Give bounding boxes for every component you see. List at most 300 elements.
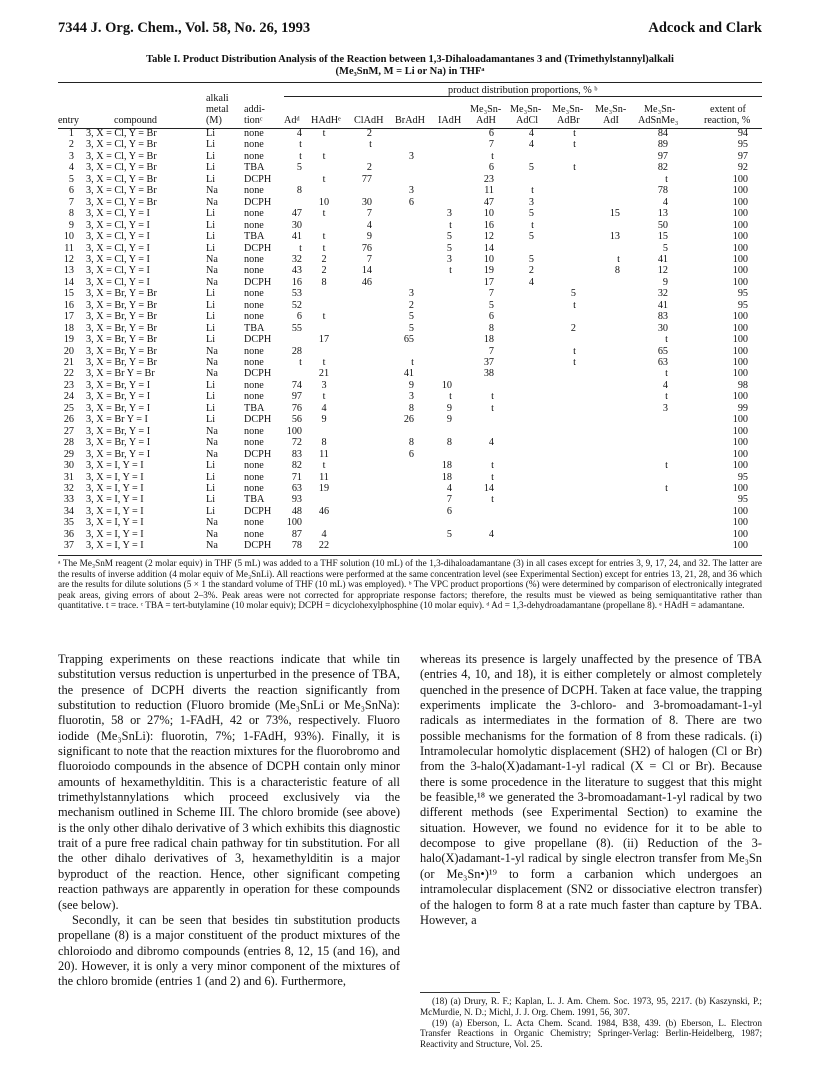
cell-bradh: 65 [403, 334, 414, 346]
cell-entry: 31 [63, 471, 74, 483]
table-bottom-rule [58, 555, 762, 556]
cell-metal: Na [206, 448, 218, 460]
cell-compound: 3, X = Cl, Y = Br [86, 128, 157, 139]
cell-compound: 3, X = Br, Y = I [86, 425, 151, 437]
cell-ad: 87 [291, 528, 302, 540]
cell-addition: none [244, 357, 264, 368]
table-row [58, 277, 762, 288]
cell-entry: 21 [63, 357, 74, 368]
cell-iadh: 5 [446, 528, 452, 540]
reference-18: (18) (a) Drury, R. F.; Kaplan, L. J. Am. Chem. Soc. 1973, 95, 2217. (b) Kaszynski, P.; McMurdie, N. D.; Michl, J. J. Org. Chem. 1991, 56, 307. [420, 996, 762, 1017]
cell-extent: 94 [737, 128, 748, 139]
table-row [58, 472, 762, 483]
cell-compound: 3, X = Br Y = I [86, 414, 148, 426]
table-caption-line-1: Table I. Product Distribution Analysis of the Reaction between 1,3-Dihaloadamantanes 3 and (Trimethylstannyl)alkali [146, 54, 674, 65]
cell-ad: t [299, 139, 302, 151]
cell-entry: 30 [63, 460, 74, 472]
cell-metal: Na [206, 517, 218, 529]
cell-metal: Li [206, 391, 216, 403]
cell-extent: 100 [732, 528, 748, 540]
cell-sn-adh: 6 [488, 162, 494, 174]
cell-hadh: 9 [321, 414, 327, 426]
cell-bradh: 3 [408, 185, 414, 197]
cell-sn-adh: 38 [483, 368, 494, 380]
table-row [58, 517, 762, 528]
cell-sn-adcl: t [531, 219, 534, 231]
cell-cladh: 7 [366, 253, 372, 265]
cell-addition: none [244, 128, 264, 139]
cell-entry: 20 [63, 345, 74, 357]
cell-entry: 4 [68, 162, 74, 174]
references [420, 996, 762, 1050]
cell-metal: Li [206, 471, 216, 483]
cell-metal: Na [206, 425, 218, 437]
running-header-authors: Adcock and Clark [648, 20, 762, 36]
cell-hadh: 8 [321, 276, 327, 288]
cell-extent: 100 [732, 242, 748, 254]
table-row [58, 323, 762, 334]
cell-ad: 97 [291, 391, 302, 403]
cell-entry: 11 [64, 242, 74, 254]
cell-extent: 100 [732, 505, 748, 517]
cell-addition: DCPH [244, 196, 272, 208]
cell-compound: 3, X = Cl, Y = I [86, 208, 150, 220]
cell-addition: none [244, 185, 264, 197]
cell-addition: DCPH [244, 505, 272, 517]
cell-addition: DCPH [244, 368, 272, 380]
cell-ad: 8 [296, 185, 302, 197]
cell-extent: 100 [732, 322, 748, 334]
cell-metal: Li [206, 482, 216, 494]
cell-sn-adi: 8 [614, 265, 620, 277]
cell-extent: 95 [737, 471, 748, 483]
cell-sn-adh: 12 [483, 231, 494, 243]
cell-sn-adcl: 5 [528, 231, 534, 243]
cell-hadh: 2 [321, 265, 327, 277]
cell-ad: 28 [291, 345, 302, 357]
cell-entry: 14 [63, 276, 74, 288]
cell-bradh: 6 [408, 196, 414, 208]
cell-ad: 72 [291, 437, 302, 449]
cell-sn-adsn: 12 [657, 265, 668, 277]
cell-sn-adbr: t [573, 128, 576, 139]
references-rule [420, 992, 500, 993]
cell-addition: DCPH [244, 334, 272, 346]
cell-extent: 100 [732, 208, 748, 220]
cell-addition: none [244, 299, 264, 311]
cell-bradh: 8 [408, 437, 414, 449]
cell-entry: 26 [63, 414, 74, 426]
cell-compound: 3, X = Br, Y = I [86, 379, 151, 391]
cell-extent: 100 [732, 185, 748, 197]
table-row [58, 529, 762, 540]
cell-ad: t [299, 242, 302, 254]
cell-iadh: 5 [446, 231, 452, 243]
cell-sn-adh: 7 [488, 345, 494, 357]
cell-bradh: 3 [408, 391, 414, 403]
cell-metal: Na [206, 265, 218, 277]
cell-hadh: 4 [321, 528, 327, 540]
cell-extent: 100 [732, 253, 748, 265]
cell-iadh: 4 [446, 482, 452, 494]
cell-metal: Li [206, 231, 216, 243]
cell-sn-adh: 19 [483, 265, 494, 277]
table-row [58, 483, 762, 494]
col-sn-adcl-2: AdCl [516, 115, 539, 126]
cell-compound: 3, X = Br, Y = Br [86, 299, 157, 311]
cell-sn-adh: 37 [483, 357, 494, 368]
cell-compound: 3, X = I, Y = I [86, 528, 144, 540]
cell-sn-adsn: t [665, 460, 668, 472]
table-row [58, 414, 762, 425]
table-row [58, 185, 762, 196]
cell-hadh: 3 [321, 379, 327, 391]
cell-hadh: 11 [319, 448, 329, 460]
table-row [58, 380, 762, 391]
cell-entry: 24 [63, 391, 74, 403]
cell-compound: 3, X = Br, Y = I [86, 391, 151, 403]
table-row [58, 506, 762, 517]
cell-sn-adsn: 83 [657, 311, 668, 323]
cell-metal: Li [206, 402, 216, 414]
cell-ad: 78 [291, 540, 302, 552]
cell-ad: 41 [291, 231, 302, 243]
col-sn-adh-2: AdH [476, 115, 496, 126]
cell-metal: Na [206, 437, 218, 449]
cell-addition: none [244, 471, 264, 483]
cell-hadh: 4 [321, 402, 327, 414]
cell-sn-adsn: 63 [657, 357, 668, 368]
cell-ad: 76 [291, 402, 302, 414]
table-row [58, 265, 762, 276]
cell-cladh: 4 [366, 219, 372, 231]
cell-addition: DCPH [244, 540, 272, 552]
table-caption [58, 54, 762, 78]
cell-metal: Li [206, 322, 216, 334]
cell-addition: none [244, 391, 264, 403]
cell-bradh: 5 [408, 322, 414, 334]
cell-bradh: 5 [408, 311, 414, 323]
cell-bradh: 6 [408, 448, 414, 460]
cell-iadh: 9 [446, 402, 452, 414]
cell-entry: 6 [68, 185, 74, 197]
cell-sn-adsn: 89 [657, 139, 668, 151]
cell-hadh: 10 [318, 196, 330, 208]
cell-entry: 19 [63, 334, 74, 346]
cell-sn-adh: 10 [483, 208, 494, 220]
cell-hadh: t [322, 391, 326, 403]
col-sn-adbr-2: AdBr [557, 115, 580, 126]
table-row [58, 254, 762, 265]
cell-extent: 95 [737, 494, 748, 506]
cell-sn-adsn: 5 [662, 242, 668, 254]
cell-entry: 13 [63, 265, 74, 277]
cell-bradh: 8 [408, 402, 414, 414]
col-extent-1: extent of [710, 104, 746, 115]
cell-sn-adsn: 78 [657, 185, 668, 197]
cell-cladh: 2 [366, 128, 372, 139]
cell-metal: Li [206, 139, 216, 151]
col-addition-1: addi- [244, 104, 265, 115]
cell-addition: DCPH [244, 414, 272, 426]
body-paragraph: Secondly, it can be seen that besides tin substitution products propellane (8) is a major constituent of the product mixtures of the chloroiodo and dibromo compounds (entries 8, 12, 15 (and 16), and 20). However, it is only a very minor component of the mixtures of the chloro bromide (entries 1 (and 2) and 6). Furthermore, [58, 912, 400, 989]
cell-sn-adh: 7 [488, 139, 494, 151]
cell-compound: 3, X = Cl, Y = I [86, 231, 150, 243]
cell-addition: TBA [244, 402, 265, 414]
cell-entry: 17 [63, 311, 74, 323]
cell-hadh: t [322, 311, 326, 323]
col-sn-adbr-1: Me₃Sn- [552, 104, 584, 115]
cell-hadh: 22 [318, 540, 330, 552]
cell-extent: 92 [737, 162, 748, 174]
cell-metal: Li [206, 162, 216, 174]
cell-metal: Na [206, 253, 218, 265]
cell-entry: 8 [68, 208, 74, 220]
cell-sn-adsn: 4 [662, 196, 668, 208]
cell-metal: Na [206, 368, 218, 380]
cell-sn-adh: 47 [483, 196, 494, 208]
col-sn-adcl-1: Me₃Sn- [510, 104, 542, 115]
col-sn-adh-1: Me₃Sn- [470, 104, 502, 115]
cell-addition: none [244, 517, 264, 529]
cell-ad: 83 [291, 448, 302, 460]
table-row [58, 449, 762, 460]
cell-addition: none [244, 288, 264, 300]
group-header: product distribution proportions, % ᵇ [448, 85, 598, 96]
col-entry: entry [58, 115, 79, 126]
cell-addition: none [244, 311, 264, 323]
cell-compound: 3, X = Br Y = Br [86, 368, 155, 380]
cell-metal: Li [206, 219, 216, 231]
cell-sn-adh: t [491, 402, 494, 414]
cell-addition: none [244, 528, 264, 540]
cell-compound: 3, X = Cl, Y = I [86, 242, 150, 254]
table-row [58, 197, 762, 208]
table-row [58, 231, 762, 242]
col-bradh: BrAdH [395, 115, 425, 126]
cell-iadh: 18 [441, 471, 452, 483]
cell-compound: 3, X = Cl, Y = Br [86, 185, 157, 197]
cell-extent: 100 [732, 219, 748, 231]
cell-ad: 74 [291, 379, 302, 391]
table-row [58, 346, 762, 357]
cell-compound: 3, X = Br, Y = Br [86, 334, 157, 346]
cell-entry: 25 [63, 402, 74, 414]
cell-iadh: t [449, 265, 452, 277]
cell-addition: none [244, 139, 264, 151]
cell-sn-adh: 18 [483, 334, 494, 346]
cell-compound: 3, X = Cl, Y = Br [86, 139, 157, 151]
cell-hadh: 21 [318, 368, 330, 380]
cell-sn-adh: t [491, 391, 494, 403]
cell-sn-adbr: t [573, 162, 576, 174]
cell-sn-adsn: t [665, 482, 668, 494]
cell-extent: 100 [732, 425, 748, 437]
cell-sn-adh: 14 [483, 242, 494, 254]
cell-extent: 99 [737, 402, 748, 414]
col-addition-2: tionᶜ [244, 115, 263, 126]
cell-metal: Li [206, 128, 216, 139]
cell-compound: 3, X = Cl, Y = Br [86, 173, 157, 185]
table-row [58, 174, 762, 185]
table-row [58, 243, 762, 254]
cell-ad: 71 [291, 471, 302, 483]
table-row [58, 162, 762, 173]
col-extent-2: reaction, % [704, 115, 751, 126]
cell-metal: Na [206, 196, 218, 208]
cell-bradh: 2 [408, 299, 414, 311]
cell-sn-adsn: 41 [657, 253, 668, 265]
cell-hadh: 11 [319, 471, 329, 483]
cell-sn-adsn: 84 [657, 128, 668, 139]
cell-ad: 4 [296, 128, 302, 139]
cell-sn-adh: 5 [488, 299, 494, 311]
cell-ad: 52 [291, 299, 302, 311]
cell-extent: 100 [732, 517, 748, 529]
cell-entry: 28 [63, 437, 74, 449]
table-row [58, 426, 762, 437]
cell-addition: TBA [244, 494, 265, 506]
cell-sn-adh: 6 [488, 128, 494, 139]
cell-iadh: t [449, 391, 452, 403]
running-header-journal: 7344 J. Org. Chem., Vol. 58, No. 26, 1993 [58, 20, 311, 36]
cell-addition: DCPH [244, 276, 272, 288]
cell-addition: TBA [244, 162, 265, 174]
cell-iadh: 7 [446, 494, 452, 506]
cell-sn-adcl: 4 [528, 276, 534, 288]
cell-addition: DCPH [244, 242, 272, 254]
cell-addition: TBA [244, 231, 265, 243]
cell-sn-adh: t [491, 471, 494, 483]
cell-ad: 5 [296, 162, 302, 174]
cell-compound: 3, X = Br, Y = Br [86, 357, 157, 368]
cell-iadh: 3 [446, 208, 452, 220]
table-row [58, 494, 762, 505]
cell-extent: 100 [732, 334, 748, 346]
cell-ad: 100 [286, 517, 302, 529]
cell-sn-adsn: 32 [657, 288, 668, 300]
cell-hadh: t [322, 357, 326, 368]
cell-metal: Li [206, 414, 216, 426]
cell-sn-adsn: t [665, 391, 668, 403]
cell-sn-adbr: t [573, 357, 576, 368]
cell-sn-adsn: 4 [662, 379, 668, 391]
cell-ad: 82 [291, 460, 302, 472]
cell-metal: Li [206, 150, 216, 162]
cell-compound: 3, X = I, Y = I [86, 471, 144, 483]
cell-bradh: t [411, 357, 414, 368]
col-sn-adsn-2: AdSnMe₃ [638, 115, 679, 126]
cell-compound: 3, X = Br, Y = I [86, 437, 151, 449]
cell-entry: 7 [68, 196, 74, 208]
cell-hadh: 2 [321, 253, 327, 265]
cell-compound: 3, X = Cl, Y = Br [86, 162, 157, 174]
table-row [58, 334, 762, 345]
cell-sn-adcl: 5 [528, 162, 534, 174]
cell-entry: 12 [63, 253, 74, 265]
cell-sn-adsn: 3 [662, 402, 668, 414]
col-sn-adi-1: Me₃Sn- [595, 104, 627, 115]
cell-compound: 3, X = Cl, Y = I [86, 253, 150, 265]
cell-sn-adh: 17 [483, 276, 494, 288]
cell-sn-adbr: t [573, 139, 576, 151]
table-top-rule [58, 82, 762, 83]
cell-sn-adsn: 13 [657, 208, 668, 220]
cell-entry: 9 [68, 219, 74, 231]
cell-hadh: t [322, 208, 326, 220]
table-row [58, 391, 762, 402]
col-iadh: IAdH [438, 115, 462, 126]
cell-entry: 18 [63, 322, 74, 334]
cell-sn-adsn: 15 [657, 231, 668, 243]
cell-sn-adh: 6 [488, 311, 494, 323]
table-row [58, 139, 762, 150]
cell-addition: TBA [244, 322, 265, 334]
cell-sn-adcl: 4 [528, 139, 534, 151]
cell-entry: 3 [68, 150, 74, 162]
cell-sn-adh: 16 [483, 219, 494, 231]
cell-entry: 34 [63, 505, 74, 517]
cell-sn-adcl: 3 [528, 196, 534, 208]
cell-extent: 100 [732, 482, 748, 494]
cell-iadh: 8 [446, 437, 452, 449]
cell-addition: none [244, 265, 264, 277]
cell-entry: 37 [63, 540, 74, 552]
cell-addition: none [244, 482, 264, 494]
cell-sn-adh: 8 [488, 322, 494, 334]
cell-sn-adi: 13 [609, 231, 620, 243]
cell-sn-adsn: 9 [662, 276, 668, 288]
cell-entry: 1 [68, 128, 74, 139]
cell-ad: t [299, 357, 302, 368]
cell-sn-adbr: 5 [570, 288, 576, 300]
cell-metal: Na [206, 276, 218, 288]
cell-compound: 3, X = Br, Y = I [86, 448, 151, 460]
cell-metal: Na [206, 540, 218, 552]
cell-entry: 29 [63, 448, 74, 460]
cell-bradh: 3 [408, 288, 414, 300]
cell-iadh: 3 [446, 253, 452, 265]
cell-sn-adsn: 97 [657, 150, 668, 162]
cell-compound: 3, X = I, Y = I [86, 494, 144, 506]
cell-cladh: t [369, 139, 372, 151]
cell-compound: 3, X = Cl, Y = I [86, 219, 150, 231]
cell-hadh: t [322, 173, 326, 185]
cell-sn-adcl: 4 [528, 128, 534, 139]
cell-ad: 16 [291, 276, 302, 288]
cell-entry: 16 [63, 299, 74, 311]
cell-hadh: t [322, 150, 326, 162]
cell-metal: Li [206, 379, 216, 391]
cell-hadh: t [322, 460, 326, 472]
cell-sn-adsn: 50 [657, 219, 668, 231]
cell-entry: 32 [63, 482, 74, 494]
cell-sn-adsn: 41 [657, 299, 668, 311]
cell-compound: 3, X = Cl, Y = I [86, 276, 150, 288]
cell-metal: Li [206, 299, 216, 311]
cell-extent: 100 [732, 437, 748, 449]
cell-extent: 95 [737, 288, 748, 300]
cell-extent: 100 [732, 540, 748, 552]
cell-addition: DCPH [244, 173, 272, 185]
cell-iadh: 18 [441, 460, 452, 472]
cell-addition: none [244, 253, 264, 265]
table-row [58, 357, 762, 368]
cell-bradh: 26 [403, 414, 414, 426]
cell-cladh: 7 [366, 208, 372, 220]
table-row [58, 540, 762, 551]
cell-compound: 3, X = Br, Y = Br [86, 322, 157, 334]
